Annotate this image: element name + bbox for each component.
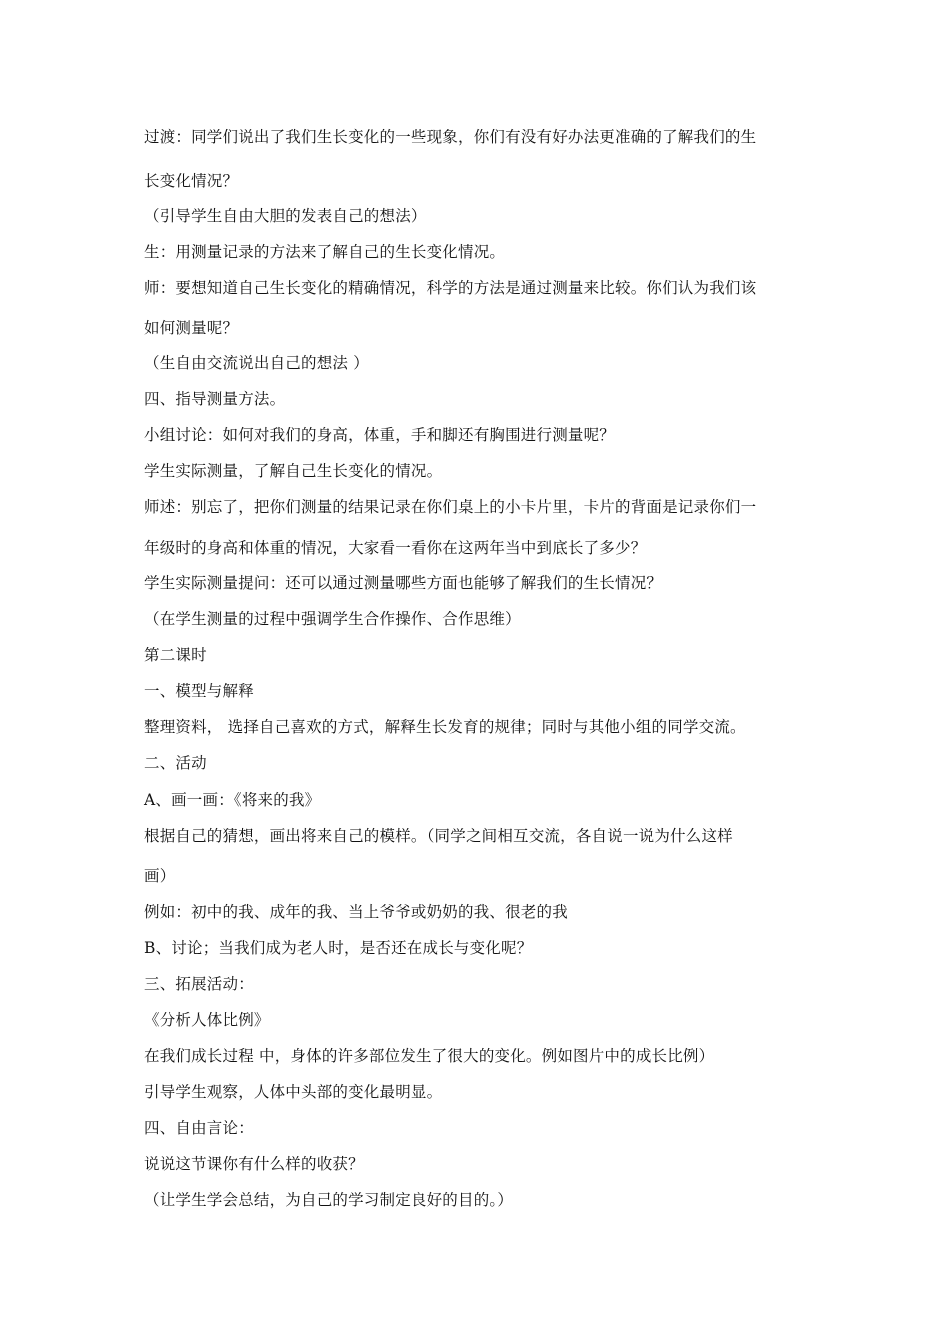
- section-heading: 四、指导测量方法。: [144, 390, 286, 408]
- text-line: （在学生测量的过程中强调学生合作操作、合作思维）: [144, 610, 521, 628]
- text-line: 小组讨论：如何对我们的身高，体重，手和脚还有胸围进行测量呢？: [144, 426, 616, 444]
- text-line: 引导学生观察，人体中头部的变化最明显。: [144, 1083, 443, 1101]
- text-line: B、讨论；当我们成为老人时，是否还在成长与变化呢？: [144, 939, 533, 957]
- text-line: （让学生学会总结，为自己的学习制定良好的目的。）: [144, 1191, 514, 1209]
- text-line: 年级时的身高和体重的情况，大家看一看你在这两年当中到底长了多少？: [144, 539, 647, 557]
- text-line: 长变化情况？: [144, 172, 239, 190]
- text-line: 根据自己的猜想，画出将来自己的模样。（同学之间相互交流，各自说一说为什么这样: [144, 827, 733, 845]
- section-heading: 第二课时: [144, 646, 207, 664]
- text-line: 整理资料， 选择自己喜欢的方式，解释生长发育的规律；同时与其他小组的同学交流。: [144, 718, 746, 736]
- text-line: 师：要想知道自己生长变化的精确情况，科学的方法是通过测量来比较。你们认为我们该: [144, 279, 757, 297]
- text-line: 在我们成长过程 中，身体的许多部位发生了很大的变化。例如图片中的成长比例）: [144, 1047, 715, 1065]
- section-heading: 一、模型与解释: [144, 682, 254, 700]
- text-line: 《分析人体比例》: [144, 1011, 270, 1029]
- text-line: 学生实际测量提问：还可以通过测量哪些方面也能够了解我们的生长情况？: [144, 574, 663, 592]
- section-heading: 四、自由言论：: [144, 1119, 254, 1137]
- text-line: 说说这节课你有什么样的收获？: [144, 1155, 364, 1173]
- text-line: A、画一画：《将来的我》: [144, 791, 321, 809]
- section-heading: 二、活动: [144, 754, 207, 772]
- text-line: 如何测量呢？: [144, 319, 239, 337]
- text-line: 学生实际测量，了解自己生长变化的情况。: [144, 462, 443, 480]
- text-line: 过渡：同学们说出了我们生长变化的一些现象，你们有没有好办法更准确的了解我们的生: [144, 128, 757, 146]
- text-line: 画）: [144, 867, 176, 885]
- text-line: （生自由交流说出自己的想法 ）: [144, 354, 369, 372]
- section-heading: 三、拓展活动：: [144, 975, 254, 993]
- text-line: （引导学生自由大胆的发表自己的想法）: [144, 207, 427, 225]
- text-line: 例如：初中的我、成年的我、当上爷爷或奶奶的我、很老的我: [144, 903, 568, 921]
- text-line: 生：用测量记录的方法来了解自己的生长变化情况。: [144, 243, 506, 261]
- text-line: 师述：别忘了，把你们测量的结果记录在你们桌上的小卡片里，卡片的背面是记录你们一: [144, 498, 757, 516]
